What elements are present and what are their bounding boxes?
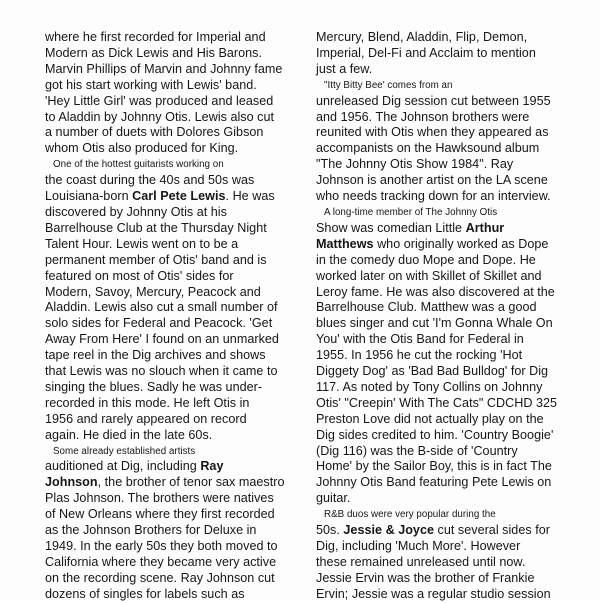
text-line [316, 221, 562, 237]
text-line: (Dig 116) was the B-side of 'Country [316, 443, 518, 458]
text-line: 1949. In the early 50s they both moved to [45, 539, 278, 553]
line-text: Louisiana-born [45, 189, 133, 204]
paragraph [45, 444, 291, 603]
text-line: reunited with Otis when they appeared as [316, 125, 549, 140]
text-line: and 1956. The Johnson brothers were [316, 109, 530, 124]
text-line: Aladdin. Lewis also cut a small number of [45, 300, 278, 315]
text-line: Barrelhouse Club. Matthew was a good [316, 300, 537, 315]
text-line: Marvin Phillips of Marvin and Johnny fame [45, 61, 283, 76]
text-line: worked later on with Skillet of Skillet and [316, 268, 542, 283]
text-line: Leroy fame. He was also discovered at the [316, 284, 555, 299]
text-line: 1956 and rarely appeared on record [45, 411, 247, 426]
text-line: Plas Johnson. The brothers were natives [45, 491, 274, 506]
text-line: where he first recorded for Imperial and [45, 30, 266, 44]
paragraph [316, 205, 562, 507]
text-line: accompanists on the Hawksound album [316, 141, 540, 156]
text-line: Modern, Savoy, Mercury, Peacock and [45, 284, 261, 299]
artist-name: Ray [200, 459, 224, 474]
text-line: unreleased Dig session cut between 1955 [316, 93, 551, 108]
text-line: the coast during the 40s and 50s was [45, 173, 255, 188]
text-line: Some already established artists [53, 445, 196, 457]
text-line: 'Hey Little Girl' was produced and leased [45, 93, 274, 108]
text-line: guitar. [316, 491, 351, 506]
text-line: singing the blues. Sadly he was under- [45, 379, 263, 394]
text-line: featured on most of Otis' sides for [45, 268, 234, 283]
text-line: as the Johnson Brothers for Deluxe in [45, 523, 257, 538]
text-line: who needs tracking down for an interview. [316, 189, 551, 204]
text-line: Ervin; Jessie was a regular studio session [316, 586, 551, 601]
text-line: blues singer and cut 'I'm Gonna Whale On [316, 316, 553, 331]
line-text: who originally worked as Dope [373, 236, 549, 251]
text-line: Mercury, Blend, Aladdin, Flip, Demon, [316, 30, 528, 44]
text-line: Johnson is another artist on the LA scene [316, 173, 548, 188]
text-line: "Itty Bitty Bee' comes from an [324, 79, 453, 91]
paragraph [45, 157, 291, 443]
text-line: Modern as Dick Lewis and His Barons. [45, 45, 263, 60]
text-line: dozens of singles for labels such as [45, 586, 245, 601]
text-line [45, 189, 291, 205]
line-text: Show was comedian Little [316, 220, 466, 235]
artist-name: Carl Pete Lewis [132, 189, 226, 204]
text-line: on the recording scene. Ray Johnson cut [45, 570, 275, 585]
text-line [45, 459, 291, 475]
artist-name: Arthur [465, 220, 505, 235]
line-text: , the brother of tenor sax maestro [97, 475, 285, 490]
text-line: Dig sides credited to him. 'Country Boogie' [316, 427, 554, 442]
text-line: Imperial, Del-Fi and Acclaim to mention [316, 45, 536, 60]
text-line: R&B duos were very popular during the [324, 509, 496, 521]
paragraph [316, 78, 562, 205]
artist-name: Matthews [316, 236, 374, 251]
text-line: A long-time member of The Johnny Otis [324, 206, 498, 218]
text-line: 117. As noted by Tony Collins on Johnny [316, 379, 543, 394]
text-line: Johnny Otis Band featuring Pete Lewis on [316, 475, 552, 490]
text-line [316, 237, 562, 253]
text-line: these remained unreleased until now. [316, 554, 526, 569]
text-line: of New Orleans where they first recorded [45, 507, 275, 522]
text-line: solo sides for Federal and Peacock. 'Get [45, 316, 273, 331]
text-line: "The Johnny Otis Show 1984". Ray [316, 157, 514, 172]
left-column [45, 30, 291, 603]
artist-name: Johnson [45, 475, 98, 490]
text-line: Barrelhouse Club at the Thursday Night [45, 220, 267, 235]
line-text: . He was [225, 189, 275, 204]
paragraph [316, 507, 562, 602]
text-line: One of the hottest guitarists working on [53, 159, 224, 171]
text-line: that Lewis was no slouch when it came to [45, 364, 278, 379]
text-line: California where they became very active [45, 554, 277, 569]
text-line: recorded in this mode. He left Otis in [45, 395, 250, 410]
text-line: permanent member of Otis' band and is [45, 252, 267, 267]
text-line: in the comedy duo Mope and Dope. He [316, 252, 536, 267]
text-line: 1955. In 1956 he cut the rocking 'Hot [316, 348, 523, 363]
text-line: a number of duets with Dolores Gibson [45, 125, 264, 140]
text-line: got his start working with Lewis' band. [45, 77, 257, 92]
paragraph [45, 30, 291, 157]
line-text: 50s. [316, 523, 344, 538]
text-line [45, 475, 291, 491]
text-line: again. He died in the late 60s. [45, 427, 213, 442]
text-line: Away From Here' I found on an unmarked [45, 332, 279, 347]
text-line: You' with the Otis Band for Federal in [316, 332, 524, 347]
text-line: Jessie Ervin was the brother of Frankie [316, 570, 535, 585]
paragraph [316, 30, 562, 78]
text-line: Talent Hour. Lewis went on to be a [45, 236, 239, 251]
artist-name: Jessie & Joyce [343, 523, 435, 538]
text-line: Diggety Dog' as 'Bad Bad Bulldog' for Dig [316, 364, 549, 379]
text-line: Otis' "Creepin' With The Cats" CDCHD 325 [316, 395, 558, 410]
text-line [316, 523, 562, 539]
text-line: discovered by Johnny Otis at his [45, 204, 227, 219]
line-text: cut several sides for [434, 523, 550, 538]
text-line: whom Otis also produced for King. [45, 141, 239, 156]
text-line: Dig, including 'Much More'. However [316, 539, 521, 553]
line-text: auditioned at Dig, including [45, 459, 201, 474]
text-line: Home' by the Sailor Boy, this is in fact The [316, 459, 552, 474]
text-line: tape reel in the Dig archives and shows [45, 348, 266, 363]
right-column [316, 30, 562, 603]
text-line: Preston Love did not actually play on the [316, 411, 544, 426]
text-line: to Aladdin by Johnny Otis. Lewis also cut [45, 109, 275, 124]
text-line: just a few. [316, 61, 373, 76]
